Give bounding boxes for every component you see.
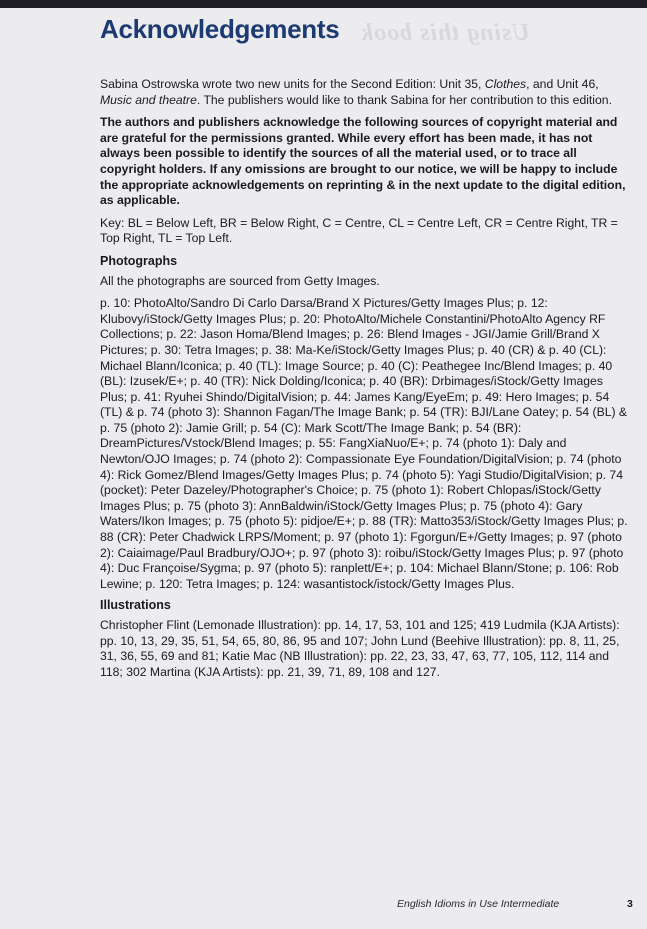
unit35-title: Clothes [484,77,527,91]
photographs-source: All the photographs are sourced from Getty Images. [100,273,380,288]
bleed-through-text: Using this book [360,20,530,46]
photographs-heading: Photographs [100,253,178,268]
illustrations-heading: Illustrations [100,598,171,613]
unit46-title: Music and theatre [100,92,197,107]
photograph-credits: p. 10: PhotoAlto/Sandro Di Carlo Darsa/Brand X Pictures/Getty Images Plus; p. 12: Klubovy/iStock/Getty Images Plus; p. 20: PhotoAlto/Michele Constantini/PhotoAlto Agency RF Collections; p. 22: Jason Homa/Blend Images; p. 26: Blend Images - JGI/Jamie Grill/Brand X Pictures; p. 30: Tetra Images; p. 38: Ma-Ke/iStock/Getty Images Plus; p. 40 (CR) & p. 40 (CL): Michael Blann/Iconica; p. 40 (TL): Image Source; p. 40 (C): Peathegee Inc/Blend Images; p. 40 (BL): Izusek/E+; p. 40 (TR): Nick Dolding/Iconica; p. 40 (BR): Drbimages/iStock/Getty Images Plus; p. 41: Ryuhei Shindo/DigitalVision; p. 44: James Kang/EyeEm; p. 49: Hero Images; p. 54 (TL) & p. 74 (photo 3): Shannon Fagan/The Image Bank; p. 54 (TR): BJI/Lane Oatey; p. 54 (BL) & p. 75 (photo 2): Jamie Grill; p. 54 (C): Mark Scott/The Image Bank; p. 54 (BR): DreamPictures/Vstock/Blend Images; p. 55: FangXiaNuo/E+; p. 74 (photo 1): Daly and Newton/OJO Images; p. 74 (photo 2): Compassionate Eye Foundation/DigitalVision; p. 74 (photo 4): Rick Gomez/Blend Images/Getty Images Plus; p. 74 (photo 5): Yagi Studio/DigitalVision; p. 74 (pocket): Peter Dazeley/Photographer's Choice; p. 75 (photo 1): Robert Chlopas/iStock/Getty Images Plus; p. 75 (photo 3): AnnBaldwin/iStock/Getty Images Plus; p. 75 (photo 4): Gary Waters/Ikon Images; p. 75 (photo 5): pidjoe/E+; p. 88 (TR): Matto353/iStock/Getty Images Plus; p. 88 (CR): Peter Chadwick LRPS/Moment; p. 97 (photo 1): Fgorgun/E+/Getty Images; p. 97 (photo 2): Caiaimage/Paul Bradbury/OJO+; p. 97 (photo 3): roibu/iStock/Getty Images Plus; p. 97 (photo 4): Duc Françoise/Sygma; p. 97 (photo 5): ranplett/E+; p. 104: Michael Blann/Stone; p. 106: Rob Lewine; p. 120: Tetra Images; p. 124: wasantistock/istock/Getty Images Plus. [100,296,628,591]
intro-tail: . The publishers would like to thank Sabina for her contribution to this edition. [196,92,612,107]
key-legend: Key: BL = Below Left, BR = Below Right, C = Centre, CL = Centre Left, CR = Centre Right, TR = Top Right, TL = Top Left. [100,215,618,246]
illustration-credits: Christopher Flint (Lemonade Illustration): pp. 14, 17, 53, 101 and 125; 419 Ludmila (KJA Artists): pp. 10, 13, 29, 35, 51, 54, 65, 80, 86, 95 and 107; John Lund (Beehive Illustration): pp. 8, 11, 25, 31, 36, 55, 69 and 81; Katie Mac (NB Illustration): pp. 22, 23, 33, 47, 63, 77, 105, 112, 114 and 118; 302 Martina (KJA Artists): pp. 21, 39, 71, 89, 108 and 127. [100,618,620,679]
top-edge-bar [0,0,647,8]
intro-paragraph [100,77,630,108]
intro-mid: , and Unit 46, [526,77,599,91]
footer-book-title: English Idioms in Use Intermediate [397,898,560,910]
permissions-notice: The authors and publishers acknowledge the following sources of copyright material and are grateful for the permissions granted. While every effort has been made, it has not always been possible to identify the sources of all the material used, or to trace all copyright holders. If any omissions are brought to our notice, we will be happy to include the appropriate acknowledgements on reprinting & in the next update to the digital edition, as applicable. [100,115,626,208]
page-title: Acknowledgements [100,14,340,44]
acknowledgements-body [100,77,630,686]
page-number: 3 [627,898,633,910]
intro-lead: Sabina Ostrowska wrote two new units for the Second Edition: Unit 35, [100,77,485,91]
